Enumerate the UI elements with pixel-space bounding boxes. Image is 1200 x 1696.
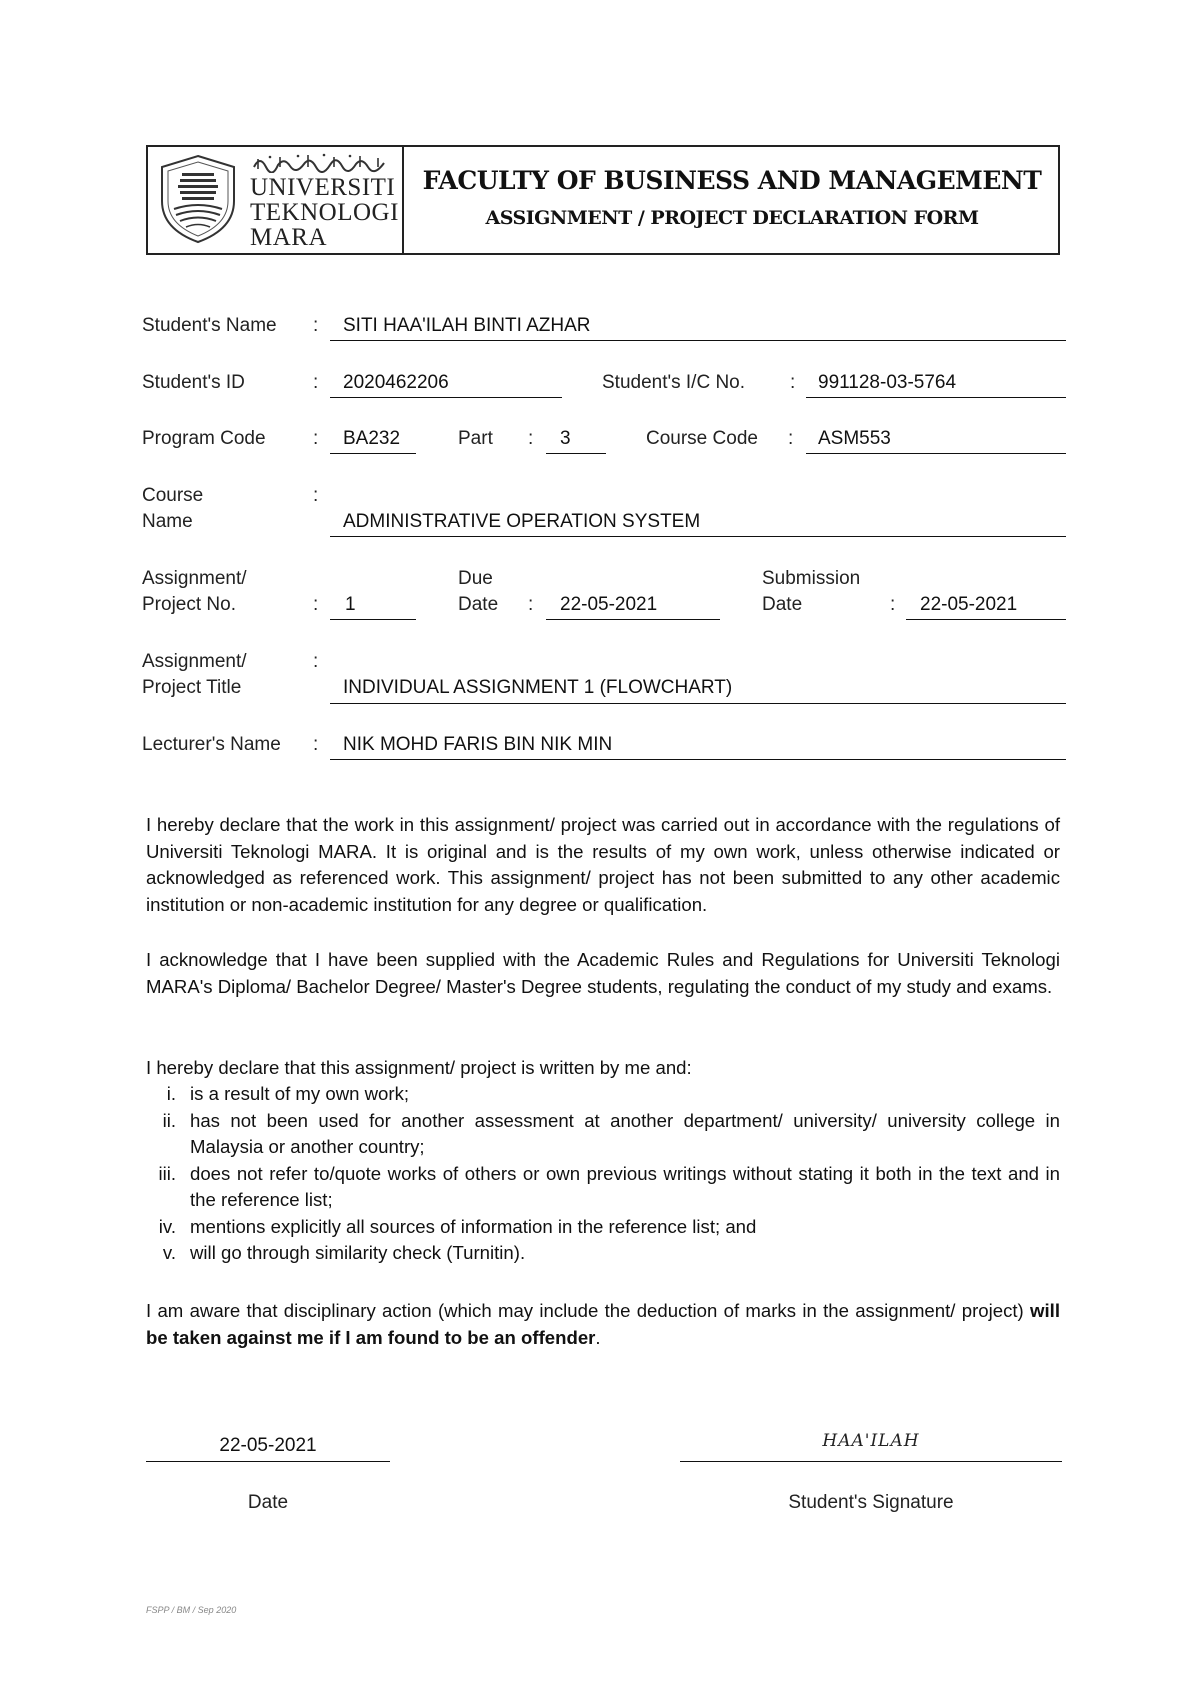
footer-note: FSPP / BM / Sep 2020 (146, 1605, 237, 1615)
submission-date-label-line-1: Submission (762, 568, 861, 589)
list-item-number: iv. (158, 1215, 176, 1237)
course-name-label-line-2: Name (142, 511, 193, 532)
project-title-underline (330, 702, 1066, 704)
due-date-label-line-1: Due (458, 568, 493, 589)
course-name-underline (330, 535, 1066, 537)
project-title-label-line-1: Assignment/ (142, 651, 247, 672)
university-name-line-3: MARA (250, 224, 328, 251)
part-underline (546, 452, 606, 454)
colon: : (313, 372, 319, 393)
assignment-no-label-line-1: Assignment/ (142, 568, 247, 589)
program-code-value: BA232 (343, 428, 401, 449)
declaration-paragraph-4-end: . (595, 1326, 601, 1348)
ic-underline (806, 396, 1066, 398)
faculty-title: FACULTY OF BUSINESS AND MANAGEMENT (422, 166, 1042, 195)
signature-label: Student's Signature (788, 1492, 954, 1513)
colon: : (313, 594, 319, 615)
colon: : (528, 594, 534, 615)
list-item-text: does not refer to/quote works of others or own previous writings without stating it both in the text and in the reference list; (190, 1162, 1060, 1210)
colon: : (890, 594, 896, 615)
project-title-label-line-2: Project Title (142, 677, 242, 698)
due-date-value: 22-05-2021 (560, 594, 658, 615)
colon: : (313, 428, 319, 449)
university-name-line-2: TEKNOLOGI (250, 199, 399, 226)
lecturer-name-label: Lecturer's Name (142, 734, 281, 755)
list-item-number: ii. (162, 1109, 176, 1131)
assignment-no-label-line-2: Project No. (142, 594, 236, 615)
list-item (146, 1161, 1060, 1214)
course-code-underline (806, 452, 1066, 454)
colon: : (313, 651, 319, 672)
submission-date-value: 22-05-2021 (920, 594, 1018, 615)
university-name-line-1: UNIVERSITI (250, 174, 396, 201)
signature-date-value: 22-05-2021 (219, 1435, 317, 1456)
submission-date-underline (906, 618, 1066, 620)
colon: : (528, 428, 534, 449)
list-item-text: has not been used for another assessment at another department/ university/ university college in Malaysia or another country; (190, 1109, 1060, 1157)
signature-underline (680, 1460, 1062, 1462)
signature-date-underline (146, 1460, 390, 1462)
logo-cell (146, 145, 404, 255)
list-item-number: iii. (158, 1162, 176, 1184)
program-code-underline (330, 452, 416, 454)
arabic-script-logo (250, 151, 390, 173)
declaration-paragraph-4-bold: will be taken against me if I am found to be an offender (146, 1300, 1060, 1348)
declaration-list (146, 1081, 1060, 1267)
list-item-text: mentions explicitly all sources of information in the reference list; and (190, 1215, 757, 1237)
student-id-label: Student's ID (142, 372, 245, 393)
project-title-value: INDIVIDUAL ASSIGNMENT 1 (FLOWCHART) (343, 677, 733, 698)
signature-date-label: Date (247, 1492, 289, 1513)
part-label: Part (458, 428, 493, 449)
assignment-no-underline (330, 618, 416, 620)
assignment-no-value: 1 (345, 594, 356, 615)
colon: : (313, 734, 319, 755)
declaration-paragraph-4 (146, 1298, 1060, 1351)
submission-date-label-line-2: Date (762, 594, 803, 615)
student-name-label: Student's Name (142, 315, 277, 336)
student-id-underline (330, 396, 562, 398)
list-item (146, 1240, 1060, 1267)
list-item (146, 1081, 1060, 1108)
colon: : (313, 315, 319, 336)
student-id-value: 2020462206 (343, 372, 449, 393)
student-name-underline (330, 339, 1066, 341)
list-item-text: will go through similarity check (Turnitin). (190, 1242, 526, 1263)
course-name-value: ADMINISTRATIVE OPERATION SYSTEM (343, 511, 701, 532)
declaration-paragraph-4-normal: I am aware that disciplinary action (which may include the deduction of marks in the assignment/ project) (146, 1300, 1031, 1321)
student-name-value: SITI HAA'ILAH BINTI AZHAR (343, 315, 591, 336)
declaration-paragraph-1: I hereby declare that the work in this assignment/ project was carried out in accordance with the regulations of Universiti Teknologi MARA. It is original and is the results of my own work, unless otherwise indicated or acknowledged as referenced work. This assignment/ project has not been submitted to any other academic institution or non-academic institution for any degree or qualification. (146, 814, 1060, 915)
course-name-label-line-1: Course (142, 485, 204, 506)
university-crest-icon (156, 153, 240, 245)
lecturer-name-value: NIK MOHD FARIS BIN NIK MIN (343, 734, 613, 755)
lecturer-name-underline (330, 758, 1066, 760)
colon: : (788, 428, 794, 449)
program-code-label: Program Code (142, 428, 266, 449)
form-title: ASSIGNMENT / PROJECT DECLARATION FORM (485, 207, 979, 229)
colon: : (313, 485, 319, 506)
list-item (146, 1108, 1060, 1161)
list-item-number: v. (162, 1242, 176, 1263)
list-item-text: is a result of my own work; (190, 1083, 410, 1104)
colon: : (790, 372, 796, 393)
declaration-paragraph-2: I acknowledge that I have been supplied with the Academic Rules and Regulations for Universiti Teknologi MARA's Diploma/ Bachelor Degree/ Master's Degree students, regulating the conduct of my study and exams. (146, 949, 1060, 997)
due-date-label-line-2: Date (458, 594, 499, 615)
list-item-number: i. (166, 1083, 176, 1104)
list-item (146, 1214, 1060, 1241)
course-code-label: Course Code (646, 428, 758, 449)
ic-value: 991128-03-5764 (818, 372, 957, 393)
ic-label: Student's I/C No. (602, 372, 746, 393)
due-date-underline (546, 618, 720, 620)
course-code-value: ASM553 (818, 428, 891, 449)
student-signature: HAA'ILAH (822, 1431, 920, 1451)
part-value: 3 (560, 428, 571, 449)
declaration-paragraph-3-intro: I hereby declare that this assignment/ project is written by me and: (146, 1057, 692, 1078)
